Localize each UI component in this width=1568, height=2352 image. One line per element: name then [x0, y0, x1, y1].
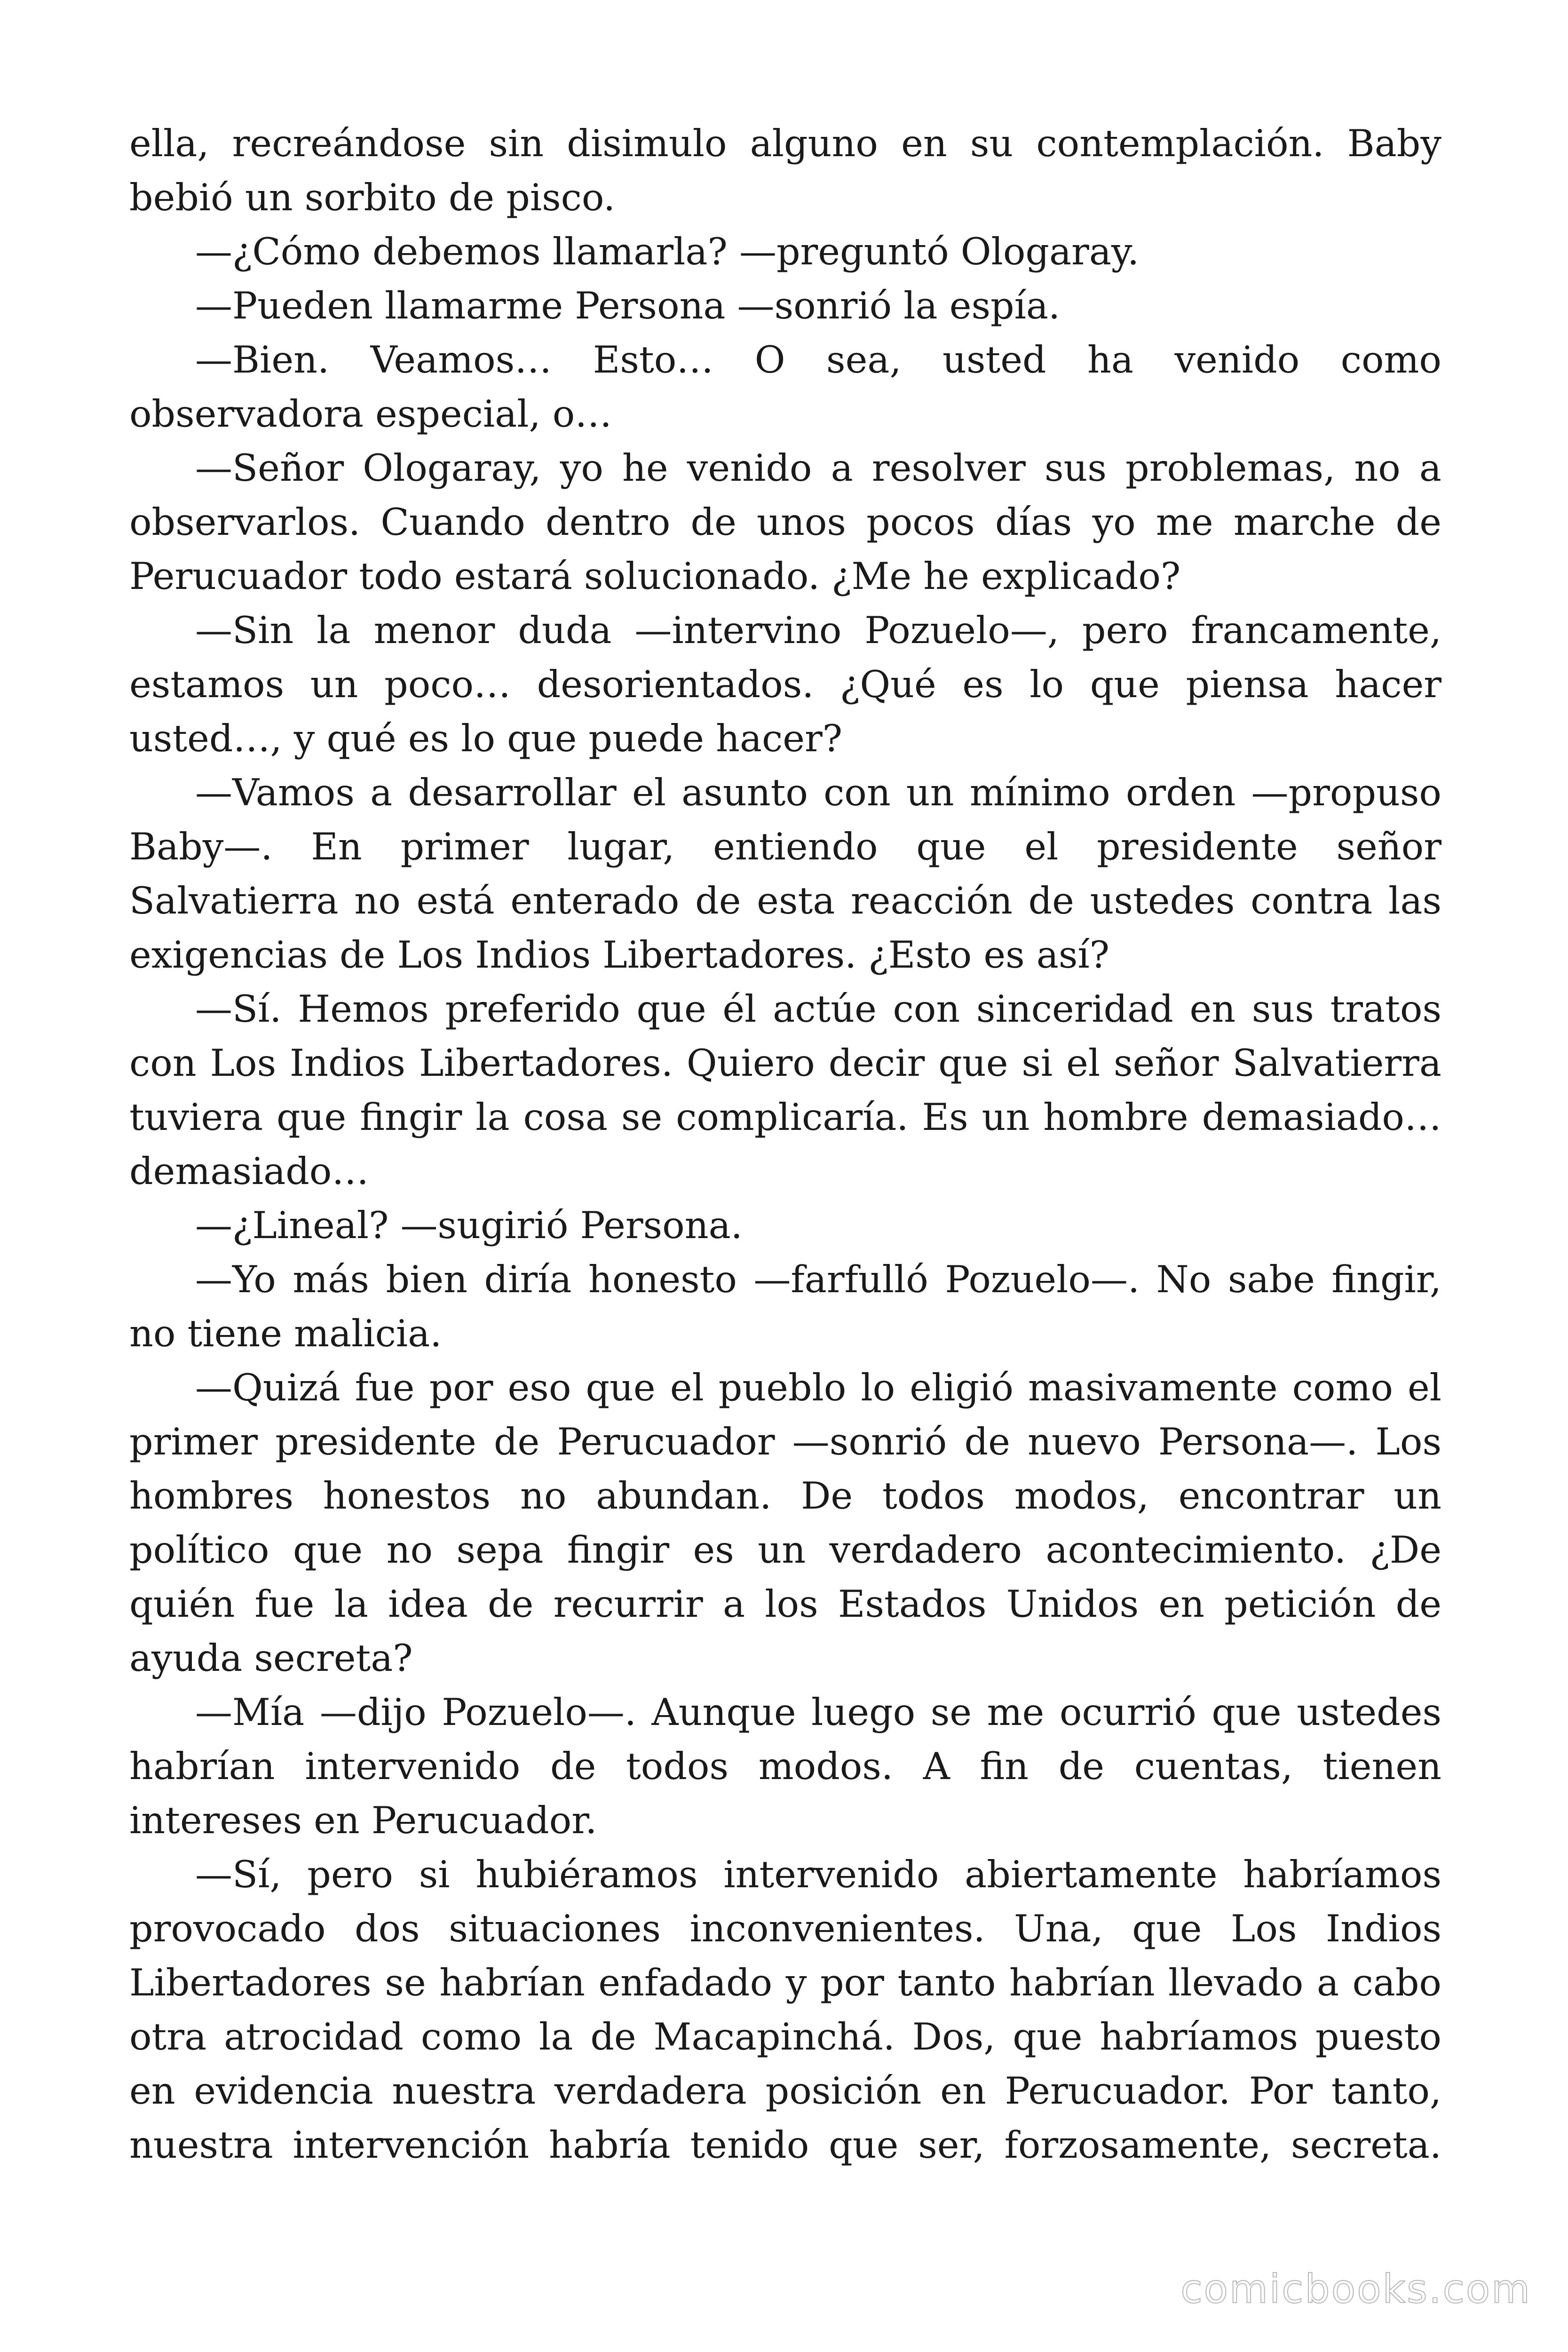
paragraph: —Bien. Veamos… Esto… O sea, usted ha venido como observadora especial, o…	[129, 338, 1441, 436]
paragraph: —Señor Ologaray, yo he venido a resolver sus problemas, no a observarlos. Cuando dentro de unos pocos días yo me marche de Perucuador todo estará solucionado. ¿Me he explicado?	[129, 446, 1441, 598]
paragraph: —Pueden llamarme Persona —sonrió la espía.	[195, 284, 1061, 327]
paragraph: —Yo más bien diría honesto —farfulló Pozuelo—. No sabe fingir, no tiene malicia.	[129, 1258, 1441, 1355]
paragraph: —¿Lineal? —sugirió Persona.	[195, 1204, 743, 1247]
paragraph: ella, recreándose sin disimulo alguno en su contemplación. Baby bebió un sorbito de pisco.	[129, 122, 1441, 219]
paragraph: —Sí. Hemos preferido que él actúe con sinceridad en sus tratos con Los Indios Libertadores. Quiero decir que si el señor Salvatierra tuviera que fingir la cosa se complicaría. Es un hombre demasiado… demasiado…	[129, 987, 1441, 1193]
paragraph: —Sin la menor duda —intervino Pozuelo—, pero francamente, estamos un poco… desorientados. ¿Qué es lo que piensa hacer usted…, y qué es lo que puede hacer?	[129, 609, 1441, 760]
paragraph: —Sí, pero si hubiéramos intervenido abiertamente habríamos provocado dos situaciones inconvenientes. Una, que Los Indios Libertadores se habrían enfadado y por tanto habrían llevado a cabo otra atrocidad como la de Macapinchá. Dos, que habríamos puesto en evidencia nuestra verdadera posición en Perucuador. Por tanto, nuestra intervención habría tenido que ser, forzosamente, secreta.	[129, 1853, 1441, 2167]
paragraph: —Vamos a desarrollar el asunto con un mínimo orden —propuso Baby—. En primer lugar, entiendo que el presidente señor Salvatierra no está enterado de esta reacción de ustedes contra las exigencias de Los Indios Libertadores. ¿Esto es así?	[129, 771, 1441, 977]
paragraph: —¿Cómo debemos llamarla? —preguntó Ologaray.	[195, 230, 1140, 273]
watermark: comicbooks.com	[1180, 2266, 1531, 2312]
paragraph: —Mía —dijo Pozuelo—. Aunque luego se me ocurrió que ustedes habrían intervenido de todos modos. A fin de cuentas, tienen intereses en Perucuador.	[129, 1691, 1441, 1842]
page-body	[129, 117, 1441, 2172]
paragraph: —Quizá fue por eso que el pueblo lo eligió masivamente como el primer presidente de Perucuador —sonrió de nuevo Persona—. Los hombres honestos no abundan. De todos modos, encontrar un político que no sepa fingir es un verdadero acontecimiento. ¿De quién fue la idea de recurrir a los Estados Unidos en petición de ayuda secreta?	[129, 1366, 1441, 1680]
